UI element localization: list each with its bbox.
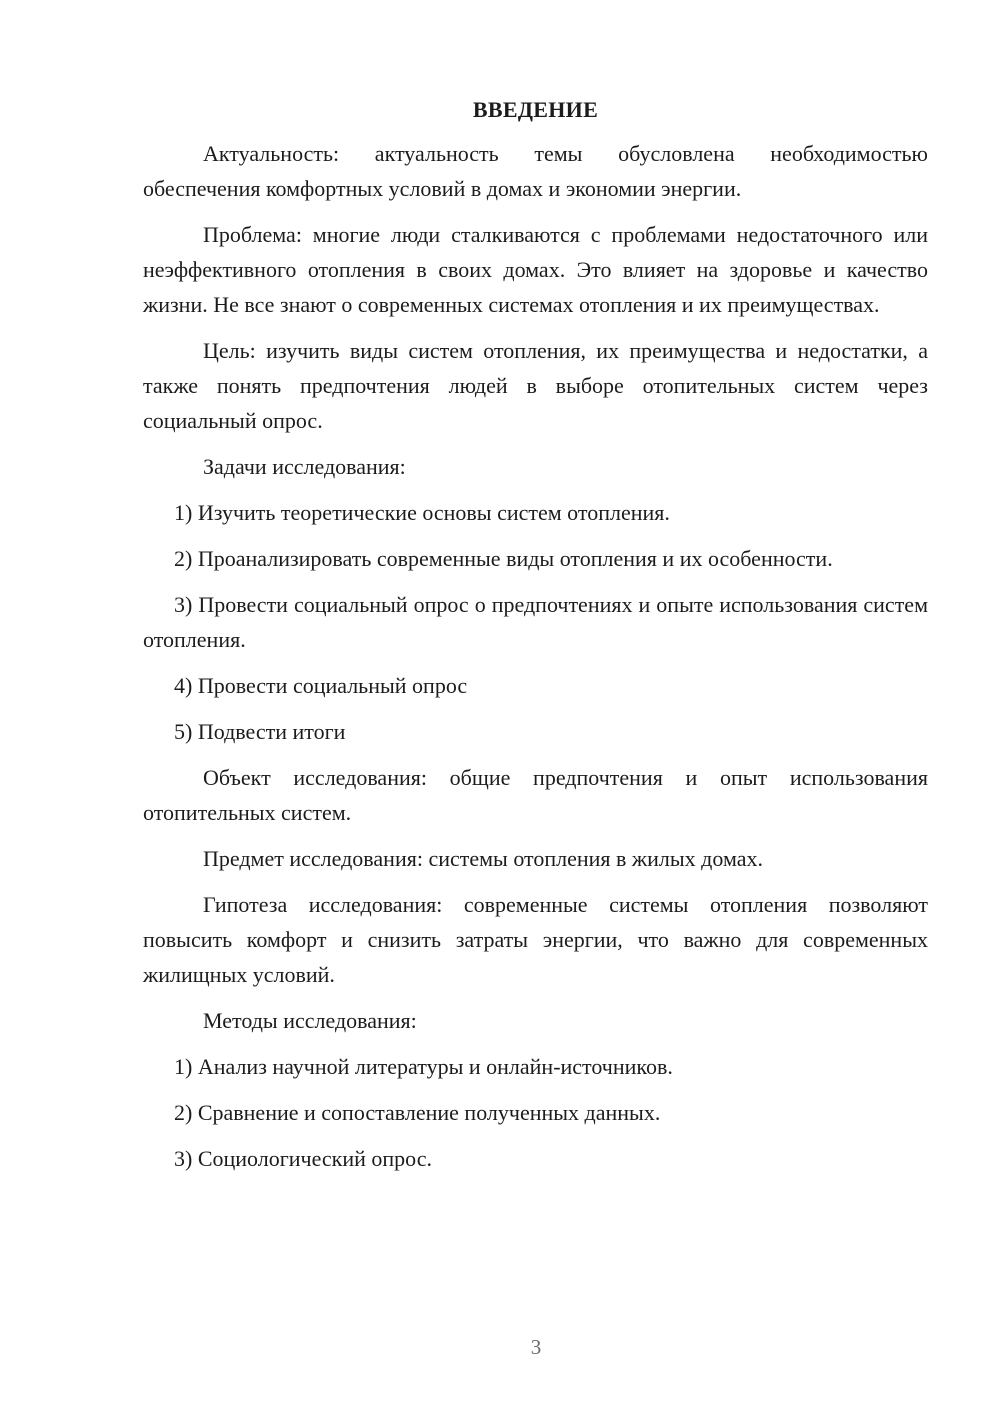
- methods-heading: Методы исследования:: [203, 1008, 417, 1033]
- method-item-1: 1) Анализ научной литературы и онлайн-источников.: [174, 1054, 673, 1079]
- page-number: 3: [530, 1335, 542, 1359]
- task-item-4: 4) Провести социальный опрос: [174, 673, 468, 698]
- task-item-5: 5) Подвести итоги: [174, 719, 346, 744]
- task-item-3: 3) Провести социальный опрос о предпочтениях и опыте использования систем отопления.: [143, 592, 928, 652]
- task-item-1: 1) Изучить теоретические основы систем отопления.: [174, 500, 670, 525]
- tasks-heading: Задачи исследования:: [203, 454, 406, 479]
- method-item-3: 3) Социологический опрос.: [174, 1146, 432, 1171]
- goal-paragraph: Цель: изучить виды систем отопления, их преимущества и недостатки, а также понять предпочтения людей в выборе отопительных систем через социальный опрос.: [143, 338, 928, 433]
- subject-paragraph: Предмет исследования: системы отопления в жилых домах.: [203, 846, 763, 871]
- task-item-2: 2) Проанализировать современные виды отопления и их особенности.: [174, 546, 833, 571]
- hypothesis-paragraph: Гипотеза исследования: современные системы отопления позволяют повысить комфорт и снизить затраты энергии, что важно для современных жилищных условий.: [143, 892, 928, 987]
- problem-paragraph: Проблема: многие люди сталкиваются с проблемами недостаточного или неэффективного отопления в своих домах. Это влияет на здоровье и качество жизни. Не все знают о современных системах отопления и их преимуществах.: [143, 222, 928, 317]
- relevance-paragraph: Актуальность: актуальность темы обусловлена необходимостью обеспечения комфортных условий в домах и экономии энергии.: [143, 141, 928, 201]
- object-paragraph: Объект исследования: общие предпочтения и опыт использования отопительных систем.: [143, 765, 928, 825]
- document-page: [143, 92, 928, 1187]
- method-item-2: 2) Сравнение и сопоставление полученных данных.: [174, 1100, 661, 1125]
- section-title: ВВЕДЕНИЕ: [472, 97, 599, 122]
